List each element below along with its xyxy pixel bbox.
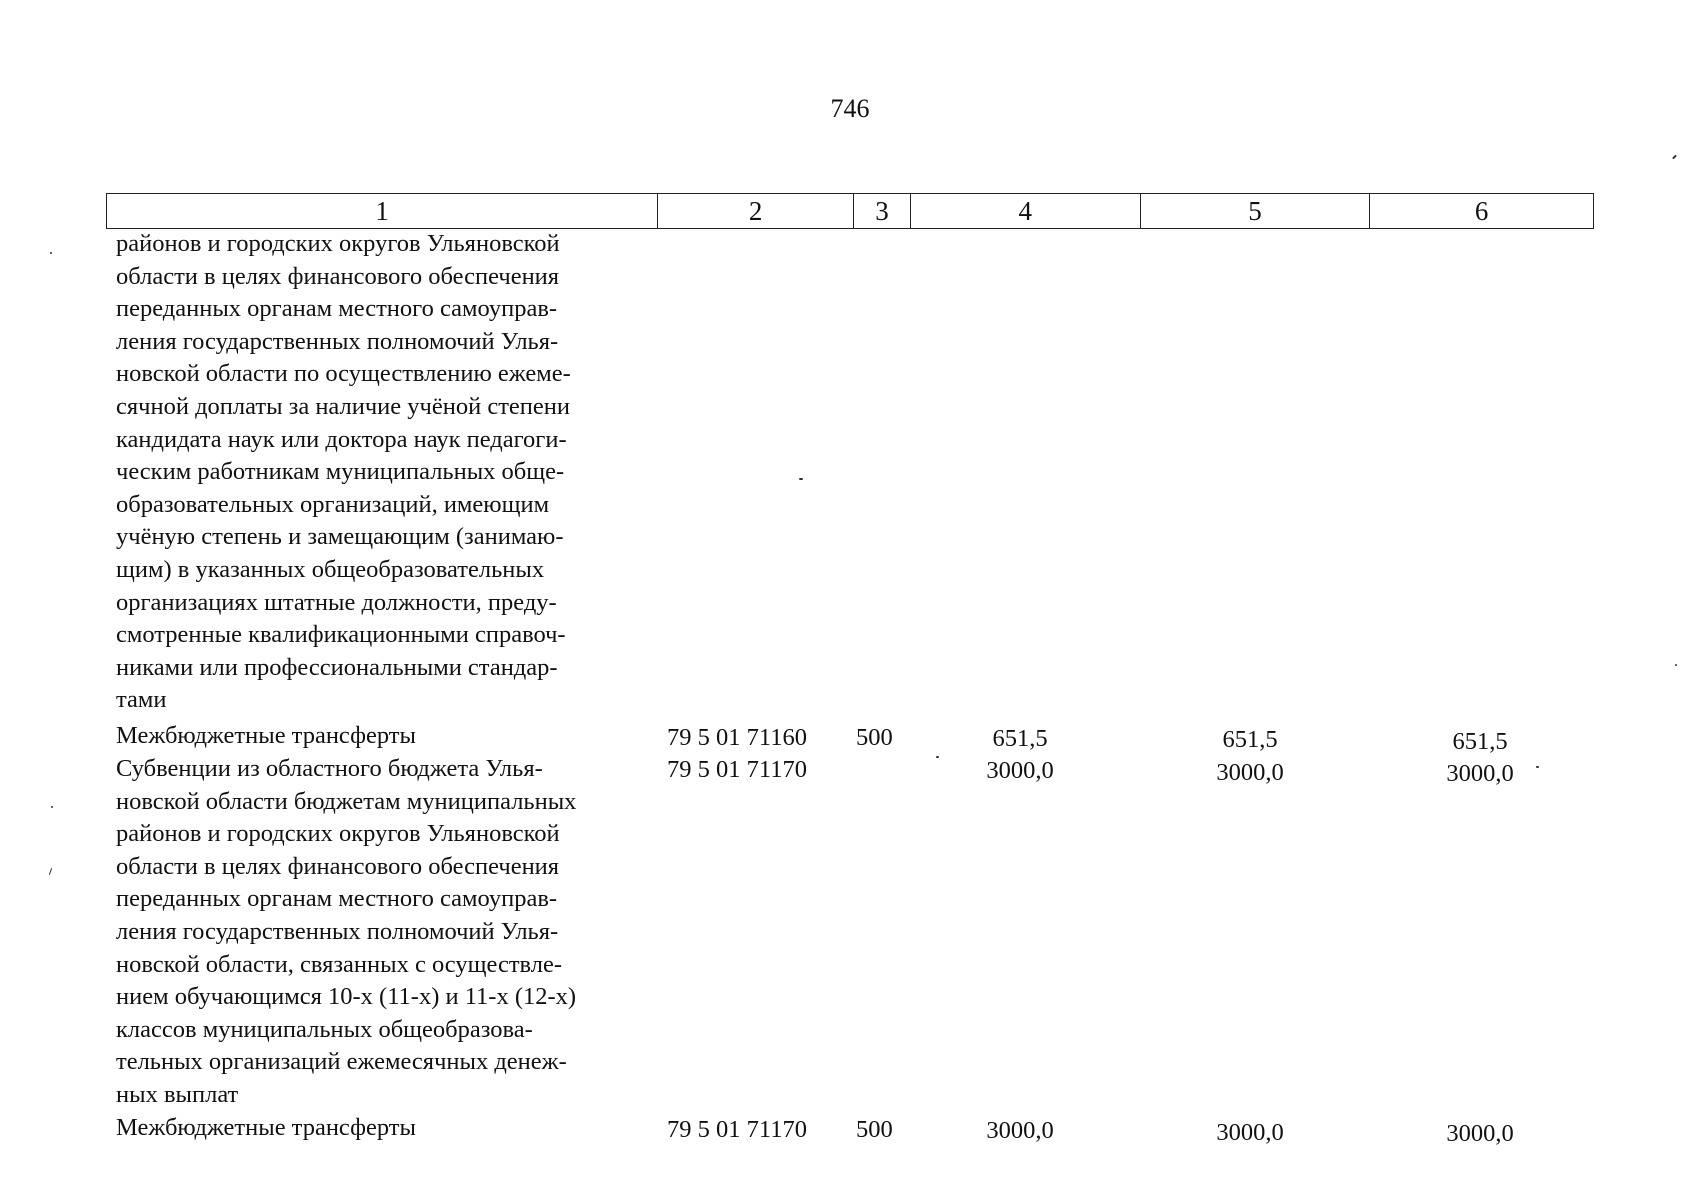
description-line: ления государственных полномочий Улья- (116, 917, 559, 945)
description-line: области в целях финансового обеспечения (116, 852, 560, 880)
header-col-2: 2 (658, 194, 854, 228)
row-value-col6: 651,5 (1452, 728, 1508, 755)
header-col-6: 6 (1474, 196, 1489, 226)
scan-speck (51, 806, 53, 808)
description-line: щим) в указанных общеобразовательных (116, 555, 545, 583)
scan-speck (1536, 766, 1539, 768)
description-line: Межбюджетные трансферты (116, 1114, 416, 1141)
scan-speck (799, 478, 803, 480)
row-value-col4: 651,5 (992, 725, 1048, 752)
description-line: ных выплат (116, 1080, 239, 1108)
description-line: районов и городских округов Ульяновской (116, 230, 560, 257)
description-line: тельных организаций ежемесячных денеж- (116, 1048, 567, 1076)
description-line: образовательных организаций, имеющим (116, 490, 550, 518)
row-value-col5: 651,5 (1222, 726, 1278, 753)
description-line: районов и городских округов Ульяновской (116, 820, 560, 848)
description-line: тами (116, 686, 167, 714)
description-line: кандидата наук или доктора наук педагоги- (116, 425, 567, 453)
description-line: классов муниципальных общеобразова- (116, 1015, 533, 1043)
description-line: никами или профессиональными стандар- (116, 653, 558, 681)
row-code: 79 5 01 71170 (667, 756, 807, 783)
table-header-row (106, 193, 1594, 229)
row-code: 79 5 01 71160 (667, 724, 807, 751)
description-line: Субвенции из областного бюджета Улья- (116, 755, 543, 782)
header-col-1: 1 (107, 194, 658, 228)
row-value-col6: 3000,0 (1446, 760, 1514, 787)
header-col-3: 3 (854, 194, 911, 228)
description-line: новской области по осуществлению ежеме- (116, 360, 571, 388)
header-col-5: 5 (1141, 194, 1371, 228)
description-line: нием обучающимся 10-х (11-х) и 11-х (12-х) (116, 983, 577, 1011)
description-line: ления государственных полномочий Улья- (116, 327, 559, 355)
row-description (116, 720, 645, 753)
scan-speck (50, 252, 52, 254)
row-expense-type: 500 (856, 724, 893, 751)
row-value-col6: 3000,0 (1446, 1120, 1514, 1147)
row-expense-type: 500 (856, 1116, 893, 1143)
scan-speck (1675, 664, 1677, 666)
description-line: организациях штатные должности, преду- (116, 588, 557, 616)
description-line: новской области бюджетам муниципальных (116, 787, 577, 815)
row-value-col4: 3000,0 (986, 757, 1054, 784)
row-value-col4: 3000,0 (986, 1117, 1054, 1144)
description-line: переданных органам местного самоуправ- (116, 885, 558, 913)
description-line: смотренные квалификационными справоч- (116, 621, 566, 649)
scan-speck (1672, 155, 1677, 160)
description-line: сячной доплаты за наличие учёной степени (116, 392, 571, 420)
description-line: Межбюджетные трансферты (116, 722, 416, 749)
page-number: 746 (830, 94, 870, 123)
row-description (116, 1112, 645, 1145)
header-col-4: 4 (911, 194, 1141, 228)
description-line: области в целях финансового обеспечения (116, 262, 560, 290)
description-line: переданных органам местного самоуправ- (116, 295, 558, 323)
scan-speck (936, 756, 939, 758)
row-description (116, 753, 645, 1112)
row-value-col5: 3000,0 (1216, 1119, 1284, 1146)
scan-speck (49, 868, 52, 875)
row-description (116, 228, 645, 717)
description-line: учёную степень и замещающим (занимаю- (116, 523, 564, 551)
description-line: новской области, связанных с осуществле- (116, 950, 563, 978)
row-value-col5: 3000,0 (1216, 759, 1284, 786)
row-code: 79 5 01 71170 (667, 1116, 807, 1143)
description-line: ческим работникам муниципальных обще- (116, 458, 565, 486)
